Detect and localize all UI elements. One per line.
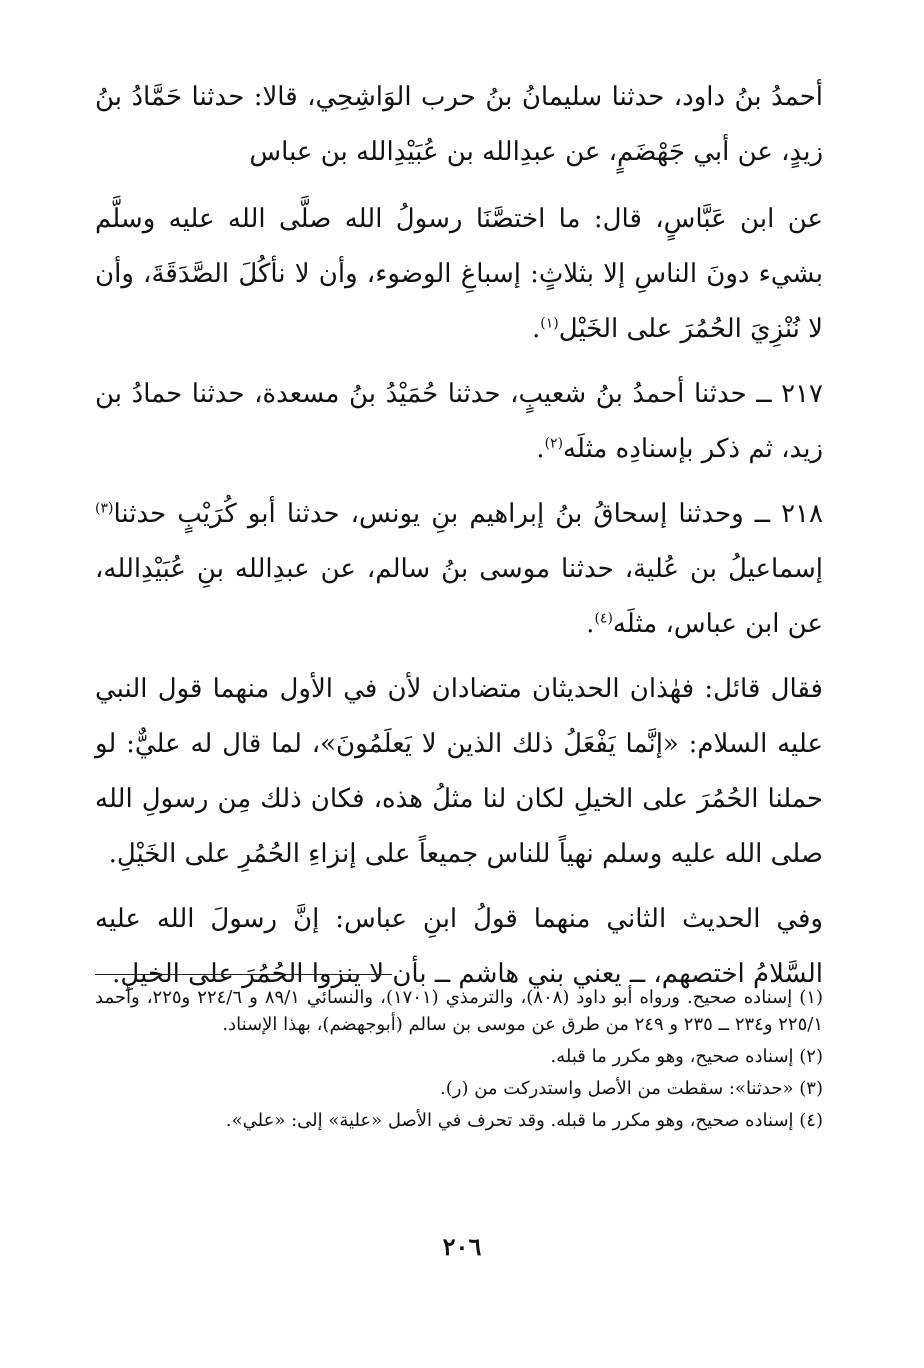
footnote-ref: (١)	[540, 315, 559, 332]
footnote-1	[95, 984, 823, 1038]
footnote-text: «حدثنا»: سقطت من الأصل واستدركت من (ر).	[440, 1078, 794, 1099]
footnote-text: إسناده صحيح. ورواه أبو داود (٨٠٨)، والترمذي (١٧٠١)، والنسائي ٨٩/١ و ٢٢٤/٦ و٢٢٥، وأحمد ٢٢٥/١ و٢٣٤ ــ ٢٣٥ و ٢٤٩ من طرق عن موسى بن سالم (أبوجهضم)، بهذا الإسناد.	[95, 987, 823, 1035]
paragraph-text: إسماعيلُ بن عُلية، حدثنا موسى بنُ سالم، عن عبدِالله بنِ عُبَيْدِالله، عن ابن عباس، مثلَه	[95, 554, 823, 639]
footnote-ref: (٤)	[594, 610, 613, 627]
paragraph-objection	[95, 662, 823, 882]
paragraph-218: ٢١٨ ــ وحدثنا إسحاقُ بنُ إبراهيم بنِ يونس، حدثنا أبو كُرَيْبٍ حدثنا$^{(٣)}$ إسماعيلُ بن عُلية، حدثنا موسى بنُ سالم، عن عبدِالله بنِ عُبَيْدِالله، عن ابن عباس، مثلَه$^{(٤)}$.	[95, 499, 823, 639]
paragraph-text: أحمدُ بنُ داود، حدثنا سليمانُ بنُ حرب الوَاشِحِي، قالا: حدثنا حَمَّادُ بنُ زيدٍ، عن أبي جَهْضَمٍ، عن عبدِالله بن عُبَيْدِالله بن عباس	[95, 82, 823, 167]
paragraph-hadith: عن ابن عَبَّاسٍ، قال: ما اختصَّنَا رسولُ الله صلَّى الله عليه وسلَّم بشيء دونَ الناسِ إلا بثلاثٍ: إسباغِ الوضوء، وأن لا نأكُلَ الصَّدَقَةَ، وأن لا نُنْزِيَ الحُمُرَ على الخَيْل$^{(١)}$.	[95, 204, 823, 344]
footnote-ref: (٢)	[544, 435, 564, 452]
footnote-2	[95, 1043, 823, 1070]
paragraph-text: فقال قائل: فهٰذان الحديثان متضادان لأن في الأول منهما قول النبي عليه السلام: «إنَّما يَفْعَلُ ذلك الذين لا يَعلَمُونَ»، لما قال له عليٌّ: لو حملنا الحُمُرَ على الخيلِ لكان لنا مثلُ هذه، فكان ذلك مِن رسولِ الله صلى الله عليه وسلم نهياً للناس جميعاً على إنزاءِ الحُمُرِ على الخَيْلِ.	[95, 674, 823, 869]
main-text	[95, 70, 823, 1012]
paragraph-text: ٢١٧ ــ حدثنا أحمدُ بنُ شعيبٍ، حدثنا حُمَيْدُ بنُ مسعدة، حدثنا حمادُ بن زيد، ثم ذكر بإسنادِه مثلَه	[95, 379, 823, 464]
footnote-ref: (٣)	[95, 500, 114, 517]
footnote-text: إسناده صحيح، وهو مكرر ما قبله.	[550, 1046, 794, 1067]
page-number: ٢٠٦	[442, 1232, 482, 1261]
footnote-divider	[95, 974, 392, 975]
paragraph-text: وفي الحديث الثاني منهما قولُ ابنِ عباس: إنَّ رسولَ الله عليه السَّلامُ اختصهم، ــ يعني بني هاشم ــ بأن لا ينزوا الحُمُرَ على الخيلِ.	[95, 904, 823, 989]
footnote-mark: (١)	[799, 987, 823, 1008]
paragraph-text: عن ابن عَبَّاسٍ، قال: ما اختصَّنَا رسولُ الله صلَّى الله عليه وسلَّم بشيء دونَ الناسِ إلا بثلاثٍ: إسباغِ الوضوء، وأن لا نأكُلَ الصَّدَقَةَ، وأن لا نُنْزِيَ الحُمُرَ على الخَيْل	[95, 204, 823, 344]
paragraph-chain	[95, 70, 823, 180]
paragraph-217: ٢١٧ ــ حدثنا أحمدُ بنُ شعيبٍ، حدثنا حُمَيْدُ بنُ مسعدة، حدثنا حمادُ بن زيد، ثم ذكر بإسنادِه مثلَه$^{(٢)}$.	[95, 379, 823, 464]
footnote-text: إسناده صحيح، وهو مكرر ما قبله. وقد تحرف في الأصل «علية» إلى: «علي».	[225, 1110, 794, 1131]
footnotes	[95, 984, 823, 1139]
footnote-mark: (٢)	[799, 1046, 823, 1067]
footnote-mark: (٣)	[799, 1078, 823, 1099]
footnote-3	[95, 1075, 823, 1102]
footnote-mark: (٤)	[799, 1110, 823, 1131]
footnote-4	[95, 1107, 823, 1134]
paragraph-text: ٢١٨ ــ وحدثنا إسحاقُ بنُ إبراهيم بنِ يونس، حدثنا أبو كُرَيْبٍ حدثنا	[113, 499, 823, 529]
